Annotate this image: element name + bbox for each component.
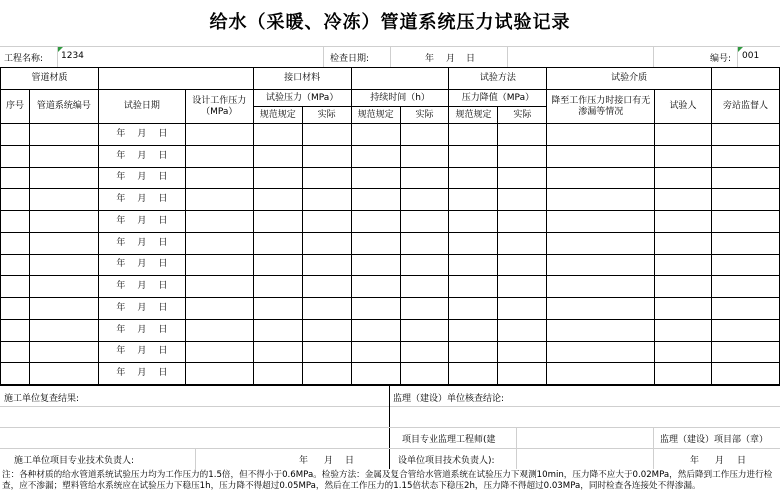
- table-cell[interactable]: [29, 189, 98, 211]
- table-cell[interactable]: [655, 124, 712, 146]
- table-cell[interactable]: [302, 298, 351, 320]
- material-row: [1, 68, 780, 90]
- table-cell[interactable]: [655, 298, 712, 320]
- divider: [0, 448, 780, 449]
- divider: [0, 406, 389, 407]
- table-cell[interactable]: [351, 211, 400, 233]
- check-date-day[interactable]: 日: [466, 54, 476, 64]
- supervision-dept-label: 监理（建设）项目部（章）: [660, 435, 769, 445]
- joint-material-label: 接口材料: [253, 68, 351, 90]
- table-cell[interactable]: [449, 341, 498, 363]
- table-cell[interactable]: [253, 319, 302, 341]
- table-row: [1, 276, 780, 298]
- code-value[interactable]: 001: [742, 51, 760, 61]
- table-cell[interactable]: [655, 363, 712, 385]
- table-cell[interactable]: [547, 145, 655, 167]
- actual-subheader: 实际: [400, 107, 449, 124]
- table-cell[interactable]: [351, 145, 400, 167]
- table-cell[interactable]: [655, 189, 712, 211]
- table-cell[interactable]: [655, 145, 712, 167]
- table-cell[interactable]: [449, 167, 498, 189]
- table-cell[interactable]: [302, 211, 351, 233]
- table-cell[interactable]: [253, 363, 302, 385]
- table-cell[interactable]: [1, 189, 30, 211]
- table-cell[interactable]: [711, 319, 779, 341]
- actual-subheader: 实际: [498, 107, 547, 124]
- code-label: 编号:: [710, 54, 732, 64]
- table-row: [1, 145, 780, 167]
- table-row: [1, 254, 780, 276]
- date-day-label: 日: [158, 128, 168, 139]
- table-cell[interactable]: [498, 189, 547, 211]
- table-cell[interactable]: [400, 341, 449, 363]
- date-month-label: 月: [137, 281, 147, 292]
- table-cell[interactable]: [498, 145, 547, 167]
- table-cell[interactable]: [655, 276, 712, 298]
- table-row: [1, 298, 780, 320]
- table-cell[interactable]: [498, 254, 547, 276]
- date-month-label: 月: [137, 128, 147, 139]
- divider: [57, 47, 58, 67]
- table-cell[interactable]: [498, 276, 547, 298]
- table-cell[interactable]: [449, 232, 498, 254]
- supervision-conclusion-label: 监理（建设）单位核查结论:: [393, 394, 505, 404]
- date-day-label: 日: [158, 346, 168, 357]
- table-cell[interactable]: [185, 298, 253, 320]
- check-date-month[interactable]: 月: [446, 54, 456, 64]
- date-day-label: 日: [158, 215, 168, 226]
- table-cell[interactable]: [1, 363, 30, 385]
- test-medium-value[interactable]: [711, 68, 779, 90]
- date-day-label: 日: [158, 237, 168, 248]
- table-cell[interactable]: [351, 254, 400, 276]
- table-cell[interactable]: [351, 189, 400, 211]
- table-cell[interactable]: [711, 232, 779, 254]
- table-cell[interactable]: [185, 232, 253, 254]
- check-date-label: 检查日期:: [330, 54, 370, 64]
- test-medium-label: 试验介质: [547, 68, 712, 90]
- table-cell[interactable]: [185, 145, 253, 167]
- table-cell[interactable]: [711, 124, 779, 146]
- table-cell[interactable]: [400, 145, 449, 167]
- spec-subheader: 规范规定: [351, 107, 400, 124]
- footnote: 注：各种材质的给水管道系统试验压力均为工作压力的1.5倍，但不得小于0.6MPa。检验方法：金属及复合管给水管道系统在试验压力下观测10min，压力降不应大于0.02MPa，然后降到工作压力进行检查，应不渗漏；塑料管给水系统应在试验压力下稳压1h，压力降不得超过0.05MPa，然后在工作压力的1.15倍状态下稳压2h，压力降不得超过0.03MPa，同时检查各连接处不得渗漏。: [2, 470, 773, 491]
- test-record-table: [0, 67, 780, 385]
- table-cell[interactable]: [351, 341, 400, 363]
- construction-sign-month[interactable]: 月: [324, 456, 334, 466]
- table-cell[interactable]: [547, 298, 655, 320]
- table-cell[interactable]: [185, 124, 253, 146]
- construction-sign-year[interactable]: 年: [299, 456, 309, 466]
- table-cell[interactable]: [29, 145, 98, 167]
- date-month-label: 月: [137, 259, 147, 270]
- test-date-cell[interactable]: [98, 298, 185, 320]
- table-cell[interactable]: [449, 276, 498, 298]
- table-cell[interactable]: [655, 319, 712, 341]
- table-cell[interactable]: [29, 363, 98, 385]
- date-day-label: 日: [158, 368, 168, 379]
- table-cell[interactable]: [547, 124, 655, 146]
- table-cell[interactable]: [400, 298, 449, 320]
- table-cell[interactable]: [547, 276, 655, 298]
- table-cell[interactable]: [400, 211, 449, 233]
- table-cell[interactable]: [711, 167, 779, 189]
- divider: [195, 448, 196, 469]
- divider: [0, 427, 780, 428]
- table-cell[interactable]: [185, 341, 253, 363]
- table-cell[interactable]: [253, 145, 302, 167]
- pipe-material-label: 管道材质: [1, 68, 99, 90]
- date-month-label: 月: [137, 215, 147, 226]
- date-day-label: 日: [158, 172, 168, 183]
- test-date-header: 试验日期: [98, 90, 185, 124]
- project-name-label: 工程名称:: [4, 54, 44, 64]
- header-row: [1, 90, 780, 107]
- table-cell[interactable]: [655, 232, 712, 254]
- date-day-label: 日: [158, 150, 168, 161]
- date-year-label: 年: [116, 237, 126, 248]
- table-cell[interactable]: [400, 167, 449, 189]
- table-row: [1, 341, 780, 363]
- test-date-cell[interactable]: [98, 145, 185, 167]
- table-cell[interactable]: [253, 232, 302, 254]
- table-cell[interactable]: [1, 319, 30, 341]
- table-cell[interactable]: [400, 319, 449, 341]
- table-cell[interactable]: [1, 145, 30, 167]
- table-cell[interactable]: [29, 167, 98, 189]
- table-cell[interactable]: [400, 124, 449, 146]
- date-year-label: 年: [116, 346, 126, 357]
- construction-review-label: 施工单位复查结果:: [4, 394, 80, 404]
- table-cell[interactable]: [29, 211, 98, 233]
- table-cell[interactable]: [185, 211, 253, 233]
- table-row: [1, 124, 780, 146]
- table-cell[interactable]: [253, 167, 302, 189]
- table-cell[interactable]: [302, 232, 351, 254]
- table-cell[interactable]: [547, 232, 655, 254]
- table-cell[interactable]: [302, 167, 351, 189]
- supervision-sign-day[interactable]: 日: [737, 456, 747, 466]
- table-cell[interactable]: [29, 341, 98, 363]
- table-cell[interactable]: [711, 341, 779, 363]
- design-pressure-header: 设计工作压力（MPa）: [185, 90, 253, 124]
- date-year-label: 年: [116, 150, 126, 161]
- table-cell[interactable]: [547, 167, 655, 189]
- table-cell[interactable]: [711, 276, 779, 298]
- table-cell[interactable]: [655, 211, 712, 233]
- table-cell[interactable]: [449, 189, 498, 211]
- table-cell[interactable]: [253, 211, 302, 233]
- table-cell[interactable]: [253, 124, 302, 146]
- date-year-label: 年: [116, 368, 126, 379]
- date-day-label: 日: [158, 194, 168, 205]
- date-year-label: 年: [116, 281, 126, 292]
- test-pressure-header: 试验压力（MPa）: [253, 90, 351, 107]
- table-cell[interactable]: [498, 167, 547, 189]
- test-date-cell[interactable]: [98, 341, 185, 363]
- design-tech-lead-label: 设单位项目技术负责人):: [398, 456, 495, 466]
- divider: [0, 385, 780, 386]
- table-cell[interactable]: [1, 298, 30, 320]
- spec-subheader: 规范规定: [253, 107, 302, 124]
- spec-subheader: 规范规定: [449, 107, 498, 124]
- table-row: [1, 232, 780, 254]
- table-cell[interactable]: [253, 254, 302, 276]
- table-cell[interactable]: [498, 298, 547, 320]
- date-year-label: 年: [116, 172, 126, 183]
- table-cell[interactable]: [449, 363, 498, 385]
- table-row: [1, 167, 780, 189]
- table-row: [1, 189, 780, 211]
- divider: [390, 406, 780, 407]
- date-day-label: 日: [158, 302, 168, 313]
- table-cell[interactable]: [400, 363, 449, 385]
- date-month-label: 月: [137, 237, 147, 248]
- table-cell[interactable]: [253, 189, 302, 211]
- table-cell[interactable]: [449, 298, 498, 320]
- date-month-label: 月: [137, 172, 147, 183]
- date-year-label: 年: [116, 194, 126, 205]
- table-cell[interactable]: [351, 298, 400, 320]
- table-cell[interactable]: [302, 124, 351, 146]
- divider: [390, 47, 391, 67]
- table-cell[interactable]: [547, 341, 655, 363]
- table-cell[interactable]: [711, 211, 779, 233]
- info-row: [0, 46, 780, 68]
- supervisor-header: 旁站监督人: [711, 90, 779, 124]
- divider: [516, 427, 517, 469]
- project-name-value[interactable]: 1234: [61, 51, 84, 61]
- date-day-label: 日: [158, 324, 168, 335]
- table-cell[interactable]: [29, 276, 98, 298]
- table-cell[interactable]: [655, 341, 712, 363]
- table-cell[interactable]: [351, 167, 400, 189]
- date-year-label: 年: [116, 302, 126, 313]
- test-date-cell[interactable]: [98, 363, 185, 385]
- table-cell[interactable]: [185, 254, 253, 276]
- table-cell[interactable]: [185, 276, 253, 298]
- divider: [507, 47, 508, 67]
- table-cell[interactable]: [498, 124, 547, 146]
- supervision-sign-year[interactable]: 年: [690, 456, 700, 466]
- check-date-year[interactable]: 年: [425, 54, 435, 64]
- table-cell[interactable]: [498, 232, 547, 254]
- table-cell[interactable]: [547, 254, 655, 276]
- test-date-cell[interactable]: [98, 124, 185, 146]
- table-cell[interactable]: [711, 145, 779, 167]
- table-cell[interactable]: [302, 341, 351, 363]
- table-cell[interactable]: [253, 298, 302, 320]
- table-cell[interactable]: [185, 167, 253, 189]
- table-cell[interactable]: [400, 232, 449, 254]
- divider: [653, 47, 654, 67]
- project-engineer-label: 项目专业监理工程师(建: [402, 435, 496, 445]
- test-date-cell[interactable]: [98, 276, 185, 298]
- table-cell[interactable]: [302, 363, 351, 385]
- table-cell[interactable]: [29, 124, 98, 146]
- pipe-material-value[interactable]: [98, 68, 253, 90]
- table-cell[interactable]: [1, 254, 30, 276]
- date-day-label: 日: [158, 281, 168, 292]
- table-cell[interactable]: [302, 189, 351, 211]
- date-year-label: 年: [116, 128, 126, 139]
- table-cell[interactable]: [1, 232, 30, 254]
- table-cell[interactable]: [29, 254, 98, 276]
- table-cell[interactable]: [655, 254, 712, 276]
- table-cell[interactable]: [547, 319, 655, 341]
- date-year-label: 年: [116, 259, 126, 270]
- pressure-drop-header: 压力降值（MPa）: [449, 90, 547, 107]
- seq-header: 序号: [1, 90, 30, 124]
- table-cell[interactable]: [1, 276, 30, 298]
- table-cell[interactable]: [1, 341, 30, 363]
- date-year-label: 年: [116, 324, 126, 335]
- table-cell[interactable]: [351, 363, 400, 385]
- construction-tech-lead-label: 施工单位项目专业技术负责人:: [14, 456, 135, 466]
- date-month-label: 月: [137, 368, 147, 379]
- table-cell[interactable]: [302, 254, 351, 276]
- leak-check-header: 降至工作压力时接口有无渗漏等情况: [547, 90, 655, 124]
- table-cell[interactable]: [302, 319, 351, 341]
- table-cell[interactable]: [711, 189, 779, 211]
- table-cell[interactable]: [400, 254, 449, 276]
- test-date-cell[interactable]: [98, 167, 185, 189]
- table-cell[interactable]: [351, 276, 400, 298]
- date-year-label: 年: [116, 215, 126, 226]
- table-cell[interactable]: [449, 211, 498, 233]
- date-month-label: 月: [137, 150, 147, 161]
- date-month-label: 月: [137, 346, 147, 357]
- table-cell[interactable]: [302, 276, 351, 298]
- test-method-label: 试验方法: [449, 68, 547, 90]
- duration-header: 持续时间（h）: [351, 90, 449, 107]
- table-cell[interactable]: [400, 276, 449, 298]
- divider: [323, 47, 324, 67]
- test-date-cell[interactable]: [98, 189, 185, 211]
- table-cell[interactable]: [351, 124, 400, 146]
- table-cell[interactable]: [711, 363, 779, 385]
- table-cell[interactable]: [253, 341, 302, 363]
- table-cell[interactable]: [1, 211, 30, 233]
- date-month-label: 月: [137, 194, 147, 205]
- table-cell[interactable]: [1, 124, 30, 146]
- table-cell[interactable]: [449, 319, 498, 341]
- table-cell[interactable]: [400, 189, 449, 211]
- footer-section: [0, 385, 780, 469]
- table-cell[interactable]: [351, 232, 400, 254]
- tester-header: 试验人: [655, 90, 712, 124]
- table-cell[interactable]: [655, 167, 712, 189]
- table-cell[interactable]: [185, 363, 253, 385]
- table-cell[interactable]: [498, 363, 547, 385]
- table-cell[interactable]: [449, 124, 498, 146]
- table-row: [1, 363, 780, 385]
- table-cell[interactable]: [29, 232, 98, 254]
- table-cell[interactable]: [185, 189, 253, 211]
- test-date-cell[interactable]: [98, 232, 185, 254]
- actual-subheader: 实际: [302, 107, 351, 124]
- joint-material-value[interactable]: [351, 68, 449, 90]
- divider: [653, 427, 654, 469]
- table-cell[interactable]: [185, 319, 253, 341]
- table-cell[interactable]: [351, 319, 400, 341]
- table-cell[interactable]: [302, 145, 351, 167]
- system-no-header: 管道系统编号: [29, 90, 98, 124]
- table-cell[interactable]: [1, 167, 30, 189]
- supervision-sign-month[interactable]: 月: [715, 456, 725, 466]
- table-cell[interactable]: [547, 211, 655, 233]
- table-cell[interactable]: [29, 298, 98, 320]
- table-cell[interactable]: [449, 254, 498, 276]
- table-cell[interactable]: [449, 145, 498, 167]
- test-date-cell[interactable]: [98, 211, 185, 233]
- table-cell[interactable]: [547, 363, 655, 385]
- date-day-label: 日: [158, 259, 168, 270]
- test-date-cell[interactable]: [98, 319, 185, 341]
- date-month-label: 月: [137, 302, 147, 313]
- table-cell[interactable]: [29, 319, 98, 341]
- test-date-cell[interactable]: [98, 254, 185, 276]
- table-row: [1, 319, 780, 341]
- table-cell[interactable]: [253, 276, 302, 298]
- construction-sign-day[interactable]: 日: [345, 456, 355, 466]
- table-cell[interactable]: [711, 254, 779, 276]
- table-cell[interactable]: [498, 319, 547, 341]
- table-row: [1, 211, 780, 233]
- table-cell[interactable]: [547, 189, 655, 211]
- table-cell[interactable]: [498, 211, 547, 233]
- document-title: 给水（采暖、冷冻）管道系统压力试验记录: [209, 12, 571, 33]
- table-cell[interactable]: [711, 298, 779, 320]
- date-month-label: 月: [137, 324, 147, 335]
- table-cell[interactable]: [498, 341, 547, 363]
